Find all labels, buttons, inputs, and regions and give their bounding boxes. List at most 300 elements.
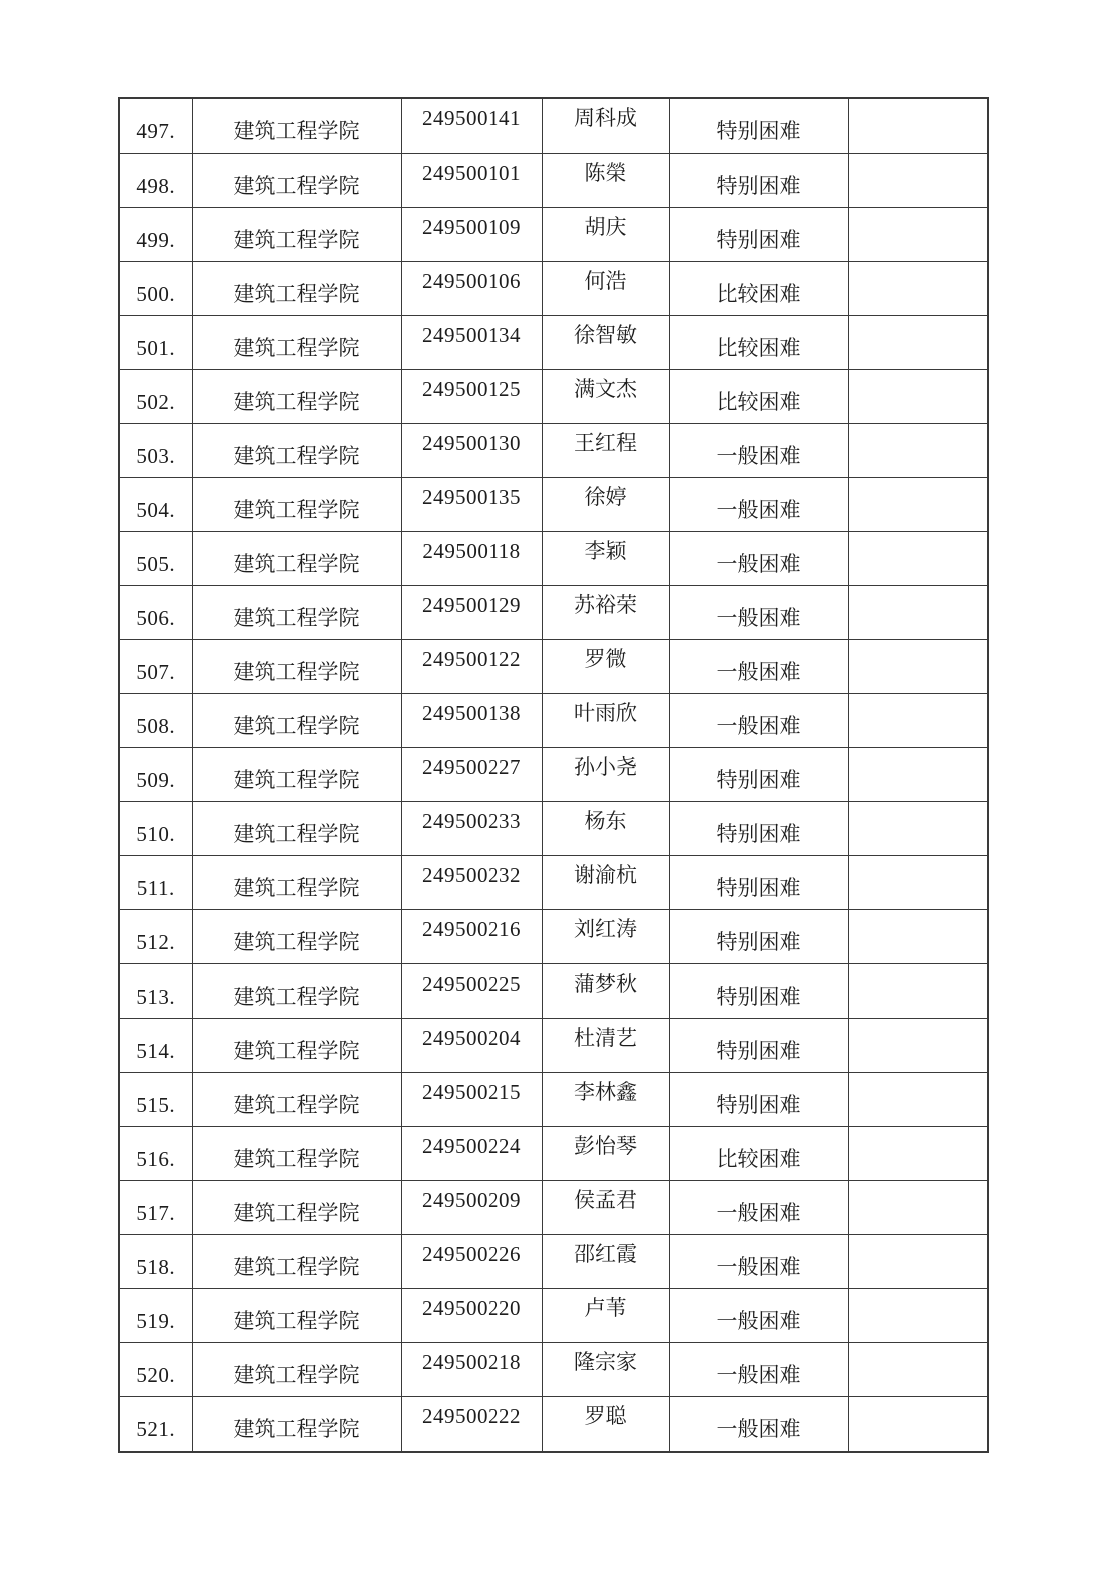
difficulty-level: 特别困难	[716, 173, 801, 198]
difficulty-cell	[669, 424, 848, 478]
student-name: 王红程	[574, 431, 637, 456]
difficulty-cell	[669, 1396, 848, 1452]
difficulty-level: 一般困难	[716, 1308, 801, 1333]
difficulty-cell	[669, 315, 848, 369]
table-row	[119, 1396, 988, 1452]
student-name-cell	[542, 1396, 669, 1452]
college-cell	[192, 532, 401, 586]
row-number: 499.	[136, 227, 176, 252]
college-cell	[192, 1342, 401, 1396]
college-cell	[192, 640, 401, 694]
college-name: 建筑工程学院	[233, 552, 360, 577]
difficulty-cell	[669, 207, 848, 261]
difficulty-cell	[669, 1072, 848, 1126]
blank-cell	[848, 802, 988, 856]
blank-cell	[848, 1288, 988, 1342]
college-name: 建筑工程学院	[233, 389, 360, 414]
difficulty-cell	[669, 261, 848, 315]
college-cell	[192, 586, 401, 640]
blank-cell	[848, 315, 988, 369]
row-number-cell	[119, 1234, 192, 1288]
table-row	[119, 369, 988, 423]
table-row	[119, 98, 988, 153]
student-name-cell	[542, 1018, 669, 1072]
student-id-cell	[401, 424, 542, 478]
college-cell	[192, 1396, 401, 1452]
college-cell	[192, 369, 401, 423]
blank-cell	[848, 856, 988, 910]
student-id-cell	[401, 369, 542, 423]
college-name: 建筑工程学院	[233, 606, 360, 631]
student-id: 249500215	[422, 1079, 521, 1104]
college-name: 建筑工程学院	[233, 1092, 360, 1117]
student-id: 249500129	[422, 593, 521, 618]
table-row	[119, 1234, 988, 1288]
row-number-cell	[119, 1342, 192, 1396]
row-number-cell	[119, 315, 192, 369]
student-id-cell	[401, 1234, 542, 1288]
student-id: 249500141	[422, 106, 521, 131]
blank-cell	[848, 1018, 988, 1072]
student-name: 杨东	[584, 809, 627, 834]
row-number-cell	[119, 207, 192, 261]
student-id: 249500106	[422, 268, 521, 293]
table-row	[119, 1288, 988, 1342]
college-name: 建筑工程学院	[233, 660, 360, 685]
student-name: 徐智敏	[574, 322, 637, 347]
student-name-cell	[542, 369, 669, 423]
table-row	[119, 532, 988, 586]
difficulty-cell	[669, 694, 848, 748]
student-id-cell	[401, 1288, 542, 1342]
blank-cell	[848, 1180, 988, 1234]
table-row	[119, 1342, 988, 1396]
student-name: 胡庆	[584, 214, 627, 239]
student-id: 249500233	[422, 809, 521, 834]
table-row	[119, 1126, 988, 1180]
student-id: 249500222	[422, 1404, 521, 1429]
student-name-cell	[542, 153, 669, 207]
blank-cell	[848, 964, 988, 1018]
row-number: 515.	[136, 1092, 176, 1117]
student-id: 249500122	[422, 647, 521, 672]
college-name: 建筑工程学院	[233, 1038, 360, 1063]
college-name: 建筑工程学院	[233, 498, 360, 523]
student-id-cell	[401, 910, 542, 964]
blank-cell	[848, 98, 988, 153]
row-number-cell	[119, 802, 192, 856]
student-name: 刘红涛	[574, 917, 637, 942]
row-number-cell	[119, 586, 192, 640]
student-name-cell	[542, 315, 669, 369]
college-name: 建筑工程学院	[233, 1308, 360, 1333]
student-name: 杜清艺	[574, 1025, 637, 1050]
college-name: 建筑工程学院	[233, 1200, 360, 1225]
table-row	[119, 315, 988, 369]
difficulty-cell	[669, 640, 848, 694]
student-name-cell	[542, 1180, 669, 1234]
difficulty-cell	[669, 1018, 848, 1072]
college-cell	[192, 98, 401, 153]
student-name-cell	[542, 532, 669, 586]
student-name-cell	[542, 1234, 669, 1288]
row-number-cell	[119, 748, 192, 802]
student-id: 249500118	[422, 539, 521, 564]
student-id-cell	[401, 964, 542, 1018]
difficulty-level: 特别困难	[716, 119, 801, 144]
difficulty-level: 一般困难	[716, 714, 801, 739]
row-number: 509.	[136, 768, 176, 793]
row-number-cell	[119, 1018, 192, 1072]
table-row	[119, 1018, 988, 1072]
difficulty-level: 一般困难	[716, 552, 801, 577]
row-number-cell	[119, 1072, 192, 1126]
student-id-cell	[401, 1126, 542, 1180]
row-number: 511.	[136, 876, 175, 901]
table-row	[119, 153, 988, 207]
blank-cell	[848, 1072, 988, 1126]
college-name: 建筑工程学院	[233, 1417, 360, 1442]
row-number-cell	[119, 1126, 192, 1180]
difficulty-cell	[669, 586, 848, 640]
difficulty-level: 特别困难	[716, 822, 801, 847]
college-name: 建筑工程学院	[233, 714, 360, 739]
college-cell	[192, 315, 401, 369]
student-name: 周科成	[574, 106, 637, 131]
student-id: 249500135	[422, 485, 521, 510]
difficulty-level: 特别困难	[716, 930, 801, 955]
table-row	[119, 802, 988, 856]
college-name: 建筑工程学院	[233, 1146, 360, 1171]
blank-cell	[848, 1126, 988, 1180]
student-name-cell	[542, 802, 669, 856]
row-number: 498.	[136, 173, 176, 198]
student-name: 卢苇	[584, 1295, 627, 1320]
college-name: 建筑工程学院	[233, 768, 360, 793]
blank-cell	[848, 910, 988, 964]
blank-cell	[848, 532, 988, 586]
college-cell	[192, 910, 401, 964]
blank-cell	[848, 1342, 988, 1396]
table-row	[119, 910, 988, 964]
row-number: 510.	[136, 822, 176, 847]
row-number-cell	[119, 910, 192, 964]
student-aid-roster-table	[118, 97, 989, 1453]
difficulty-level: 特别困难	[716, 1092, 801, 1117]
row-number-cell	[119, 98, 192, 153]
college-cell	[192, 856, 401, 910]
blank-cell	[848, 640, 988, 694]
table-row	[119, 424, 988, 478]
college-cell	[192, 748, 401, 802]
student-id: 249500138	[422, 701, 521, 726]
student-name: 罗微	[584, 647, 627, 672]
blank-cell	[848, 478, 988, 532]
college-name: 建筑工程学院	[233, 281, 360, 306]
row-number: 497.	[136, 119, 176, 144]
student-name: 孙小尧	[574, 755, 637, 780]
table-row	[119, 1180, 988, 1234]
student-id-cell	[401, 802, 542, 856]
student-name: 徐婷	[584, 485, 627, 510]
student-id: 249500224	[422, 1133, 521, 1158]
difficulty-cell	[669, 1342, 848, 1396]
student-name: 蒲梦秋	[574, 971, 637, 996]
student-id: 249500218	[422, 1349, 521, 1374]
table-row	[119, 478, 988, 532]
student-id: 249500101	[422, 160, 521, 185]
difficulty-level: 特别困难	[716, 1038, 801, 1063]
college-cell	[192, 261, 401, 315]
row-number-cell	[119, 1396, 192, 1452]
student-id: 249500226	[422, 1241, 521, 1266]
row-number: 505.	[136, 552, 176, 577]
row-number: 508.	[136, 714, 176, 739]
difficulty-cell	[669, 748, 848, 802]
row-number-cell	[119, 694, 192, 748]
student-id: 249500220	[422, 1295, 521, 1320]
row-number: 514.	[136, 1038, 176, 1063]
blank-cell	[848, 748, 988, 802]
college-cell	[192, 153, 401, 207]
table-row	[119, 1072, 988, 1126]
blank-cell	[848, 1234, 988, 1288]
student-name-cell	[542, 1342, 669, 1396]
student-name: 李颖	[584, 539, 627, 564]
blank-cell	[848, 1396, 988, 1452]
college-name: 建筑工程学院	[233, 335, 360, 360]
college-name: 建筑工程学院	[233, 876, 360, 901]
blank-cell	[848, 694, 988, 748]
difficulty-cell	[669, 856, 848, 910]
student-id-cell	[401, 207, 542, 261]
row-number-cell	[119, 261, 192, 315]
student-name-cell	[542, 964, 669, 1018]
student-name: 满文杰	[574, 376, 637, 401]
blank-cell	[848, 153, 988, 207]
difficulty-cell	[669, 478, 848, 532]
difficulty-level: 特别困难	[716, 876, 801, 901]
college-name: 建筑工程学院	[233, 984, 360, 1009]
student-name-cell	[542, 424, 669, 478]
difficulty-level: 一般困难	[716, 660, 801, 685]
difficulty-level: 特别困难	[716, 768, 801, 793]
difficulty-level: 比较困难	[716, 335, 801, 360]
student-id: 249500232	[422, 863, 521, 888]
student-name-cell	[542, 98, 669, 153]
student-name-cell	[542, 640, 669, 694]
row-number-cell	[119, 856, 192, 910]
table-row	[119, 964, 988, 1018]
difficulty-cell	[669, 532, 848, 586]
difficulty-level: 一般困难	[716, 1362, 801, 1387]
difficulty-cell	[669, 802, 848, 856]
student-id-cell	[401, 1180, 542, 1234]
row-number: 503.	[136, 444, 176, 469]
row-number-cell	[119, 964, 192, 1018]
difficulty-cell	[669, 369, 848, 423]
student-name-cell	[542, 1072, 669, 1126]
student-id: 249500227	[422, 755, 521, 780]
row-number: 521.	[136, 1417, 176, 1442]
difficulty-level: 比较困难	[716, 389, 801, 414]
student-name: 彭怡琴	[574, 1133, 637, 1158]
student-id-cell	[401, 532, 542, 586]
row-number: 501.	[136, 335, 176, 360]
row-number: 517.	[136, 1200, 176, 1225]
table-row	[119, 856, 988, 910]
student-name: 罗聪	[584, 1404, 627, 1429]
difficulty-cell	[669, 98, 848, 153]
table-body	[119, 98, 988, 1452]
difficulty-cell	[669, 1234, 848, 1288]
college-cell	[192, 1126, 401, 1180]
row-number: 506.	[136, 606, 176, 631]
difficulty-level: 特别困难	[716, 984, 801, 1009]
student-id-cell	[401, 1342, 542, 1396]
row-number: 513.	[136, 984, 176, 1009]
student-id-cell	[401, 694, 542, 748]
student-name: 苏裕荣	[574, 593, 637, 618]
blank-cell	[848, 586, 988, 640]
blank-cell	[848, 424, 988, 478]
student-name-cell	[542, 1126, 669, 1180]
student-id: 249500109	[422, 214, 521, 239]
college-name: 建筑工程学院	[233, 930, 360, 955]
student-name-cell	[542, 207, 669, 261]
difficulty-cell	[669, 1288, 848, 1342]
student-id-cell	[401, 1396, 542, 1452]
student-name-cell	[542, 694, 669, 748]
difficulty-cell	[669, 964, 848, 1018]
student-id: 249500209	[422, 1187, 521, 1212]
difficulty-cell	[669, 153, 848, 207]
row-number-cell	[119, 532, 192, 586]
student-id-cell	[401, 98, 542, 153]
student-name: 叶雨欣	[574, 701, 637, 726]
student-name: 侯孟君	[574, 1187, 637, 1212]
student-id: 249500134	[422, 322, 521, 347]
student-id: 249500225	[422, 971, 521, 996]
difficulty-cell	[669, 910, 848, 964]
difficulty-level: 比较困难	[716, 1146, 801, 1171]
table-row	[119, 586, 988, 640]
student-name-cell	[542, 261, 669, 315]
college-name: 建筑工程学院	[233, 1254, 360, 1279]
student-id-cell	[401, 586, 542, 640]
row-number: 518.	[136, 1254, 176, 1279]
difficulty-level: 一般困难	[716, 1417, 801, 1442]
student-id-cell	[401, 1018, 542, 1072]
student-id-cell	[401, 748, 542, 802]
table-row	[119, 261, 988, 315]
student-id-cell	[401, 478, 542, 532]
college-name: 建筑工程学院	[233, 822, 360, 847]
row-number-cell	[119, 640, 192, 694]
row-number: 512.	[136, 930, 176, 955]
difficulty-level: 特别困难	[716, 227, 801, 252]
college-cell	[192, 1072, 401, 1126]
row-number-cell	[119, 1288, 192, 1342]
row-number: 500.	[136, 281, 176, 306]
row-number-cell	[119, 478, 192, 532]
blank-cell	[848, 207, 988, 261]
student-name-cell	[542, 478, 669, 532]
college-cell	[192, 207, 401, 261]
student-id-cell	[401, 640, 542, 694]
student-name-cell	[542, 1288, 669, 1342]
row-number: 504.	[136, 498, 176, 523]
college-cell	[192, 964, 401, 1018]
student-id-cell	[401, 1072, 542, 1126]
college-name: 建筑工程学院	[233, 173, 360, 198]
row-number: 516.	[136, 1146, 176, 1171]
college-cell	[192, 1234, 401, 1288]
row-number: 519.	[136, 1308, 176, 1333]
college-cell	[192, 424, 401, 478]
difficulty-level: 一般困难	[716, 606, 801, 631]
row-number-cell	[119, 1180, 192, 1234]
college-cell	[192, 478, 401, 532]
difficulty-cell	[669, 1180, 848, 1234]
college-cell	[192, 1180, 401, 1234]
college-cell	[192, 1288, 401, 1342]
difficulty-level: 比较困难	[716, 281, 801, 306]
student-id-cell	[401, 315, 542, 369]
student-name-cell	[542, 910, 669, 964]
student-name: 谢渝杭	[574, 863, 637, 888]
student-id-cell	[401, 856, 542, 910]
college-name: 建筑工程学院	[233, 119, 360, 144]
college-cell	[192, 1018, 401, 1072]
student-name-cell	[542, 856, 669, 910]
student-name-cell	[542, 586, 669, 640]
row-number: 502.	[136, 389, 176, 414]
difficulty-level: 一般困难	[716, 1200, 801, 1225]
student-id: 249500204	[422, 1025, 521, 1050]
student-id: 249500216	[422, 917, 521, 942]
college-cell	[192, 694, 401, 748]
row-number-cell	[119, 369, 192, 423]
student-name: 隆宗家	[574, 1349, 637, 1374]
student-id: 249500125	[422, 376, 521, 401]
student-name: 陈榮	[584, 160, 627, 185]
table-row	[119, 748, 988, 802]
college-name: 建筑工程学院	[233, 1362, 360, 1387]
student-id-cell	[401, 153, 542, 207]
student-name: 邵红霞	[574, 1241, 637, 1266]
difficulty-level: 一般困难	[716, 1254, 801, 1279]
blank-cell	[848, 261, 988, 315]
college-name: 建筑工程学院	[233, 227, 360, 252]
college-cell	[192, 802, 401, 856]
row-number-cell	[119, 424, 192, 478]
difficulty-level: 一般困难	[716, 444, 801, 469]
table-row	[119, 207, 988, 261]
student-id: 249500130	[422, 431, 521, 456]
student-id-cell	[401, 261, 542, 315]
blank-cell	[848, 369, 988, 423]
row-number: 520.	[136, 1362, 176, 1387]
student-name: 何浩	[584, 268, 627, 293]
student-name-cell	[542, 748, 669, 802]
table-row	[119, 694, 988, 748]
table-row	[119, 640, 988, 694]
student-name: 李林鑫	[574, 1079, 637, 1104]
row-number-cell	[119, 153, 192, 207]
row-number: 507.	[136, 660, 176, 685]
college-name: 建筑工程学院	[233, 444, 360, 469]
